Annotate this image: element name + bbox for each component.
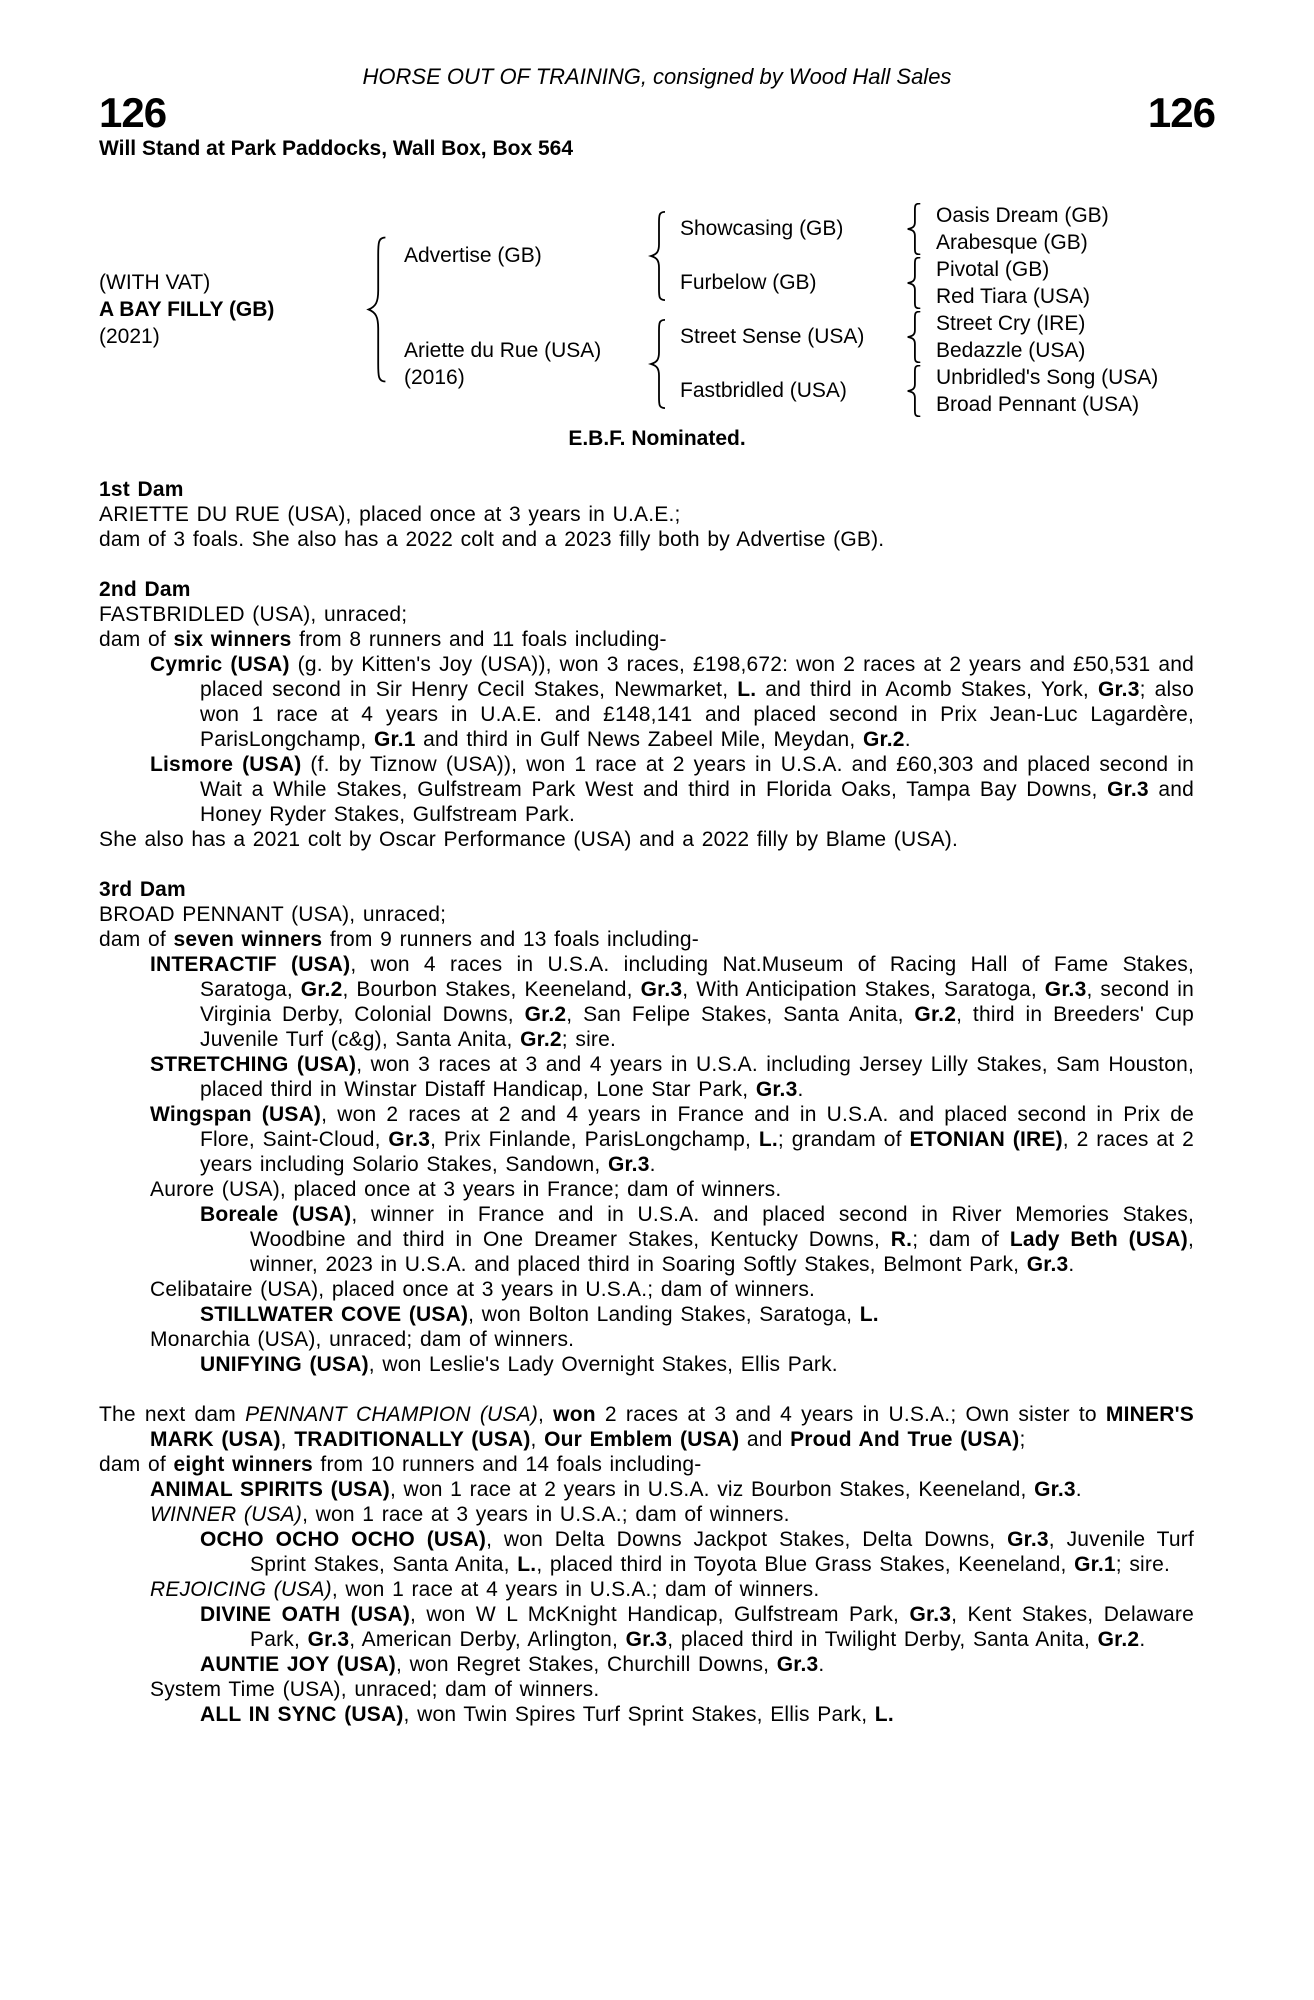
catalogue-paragraph (99, 1477, 1194, 1502)
text-run: The next dam (99, 1403, 246, 1426)
text-run: L. (758, 1128, 778, 1151)
text-run: , Juvenile Turf Sprint Stakes, Santa Anita, (250, 1528, 1194, 1576)
text-run: DIVINE OATH (USA) (200, 1603, 411, 1626)
text-run: L. (737, 678, 757, 701)
text-run: Gr.2 (863, 728, 905, 751)
catalogue-paragraph (99, 1052, 1194, 1102)
text-run: six winners (173, 628, 292, 651)
text-run: ; sire. (1115, 1553, 1170, 1576)
text-run: WINNER (USA) (150, 1503, 303, 1526)
pedigree-brace (905, 203, 923, 255)
lot-number-row (99, 90, 1215, 136)
subject-year: (2021) (99, 325, 160, 348)
catalogue-paragraph (99, 927, 1194, 952)
text-run: Gr.3 (1007, 1528, 1049, 1551)
dam-section (99, 577, 1194, 852)
text-run: , won 1 race at 3 years in U.S.A.; dam of winners. (302, 1503, 790, 1526)
text-run: Gr.1 (373, 728, 416, 751)
text-run: Gr.2 (524, 1003, 567, 1026)
text-run: and Honey Ryder Stakes, Gulfstream Park. (200, 778, 1194, 826)
catalogue-paragraph (99, 902, 1194, 927)
text-run: Wingspan (USA) (150, 1103, 322, 1126)
catalogue-paragraph (99, 1102, 1194, 1177)
text-run: , winner in France and in U.S.A. and placed second in River Memories Stakes, Woodbine and third in One Dreamer Stakes, Kentucky Downs, (250, 1203, 1195, 1251)
text-run: System Time (USA), unraced; dam of winners. (150, 1678, 600, 1701)
text-run: and third in Gulf News Zabeel Mile, Meydan, (415, 728, 864, 751)
text-run: Gr.3 (1026, 1253, 1069, 1276)
catalogue-paragraph (99, 752, 1194, 827)
text-run: , Bourbon Stakes, Keeneland, (342, 978, 641, 1001)
dam-block (404, 337, 601, 391)
text-run: She also has a 2021 colt by Oscar Performance (USA) and a 2022 filly by Blame (USA). (99, 828, 959, 851)
text-run: Cymric (USA) (150, 653, 290, 676)
sire-sire-name: Showcasing (GB) (680, 217, 844, 240)
text-run: Gr.3 (1034, 1478, 1076, 1501)
lot-number-right: 126 (1147, 89, 1215, 136)
text-run: TRADITIONALLY (USA) (294, 1428, 531, 1451)
text-run: , winner, 2023 in U.S.A. and placed third in Soaring Softly Stakes, Belmont Park, (250, 1228, 1194, 1276)
catalogue-paragraph (99, 1452, 1194, 1477)
text-run: , won Regret Stakes, Churchill Downs, (396, 1653, 777, 1676)
text-run: Gr.3 (625, 1628, 668, 1651)
text-run: ANIMAL SPIRITS (USA) (150, 1478, 390, 1501)
text-run: , won W L McKnight Handicap, Gulfstream Park, (410, 1603, 910, 1626)
text-run: Our Emblem (USA) (544, 1428, 740, 1451)
text-run: REJOICING (USA) (150, 1578, 332, 1601)
text-run: . (818, 1653, 825, 1676)
text-run: Monarchia (USA), unraced; dam of winners. (150, 1328, 575, 1351)
catalogue-paragraph (99, 1202, 1194, 1277)
dam-name: Ariette du Rue (USA) (404, 339, 602, 362)
catalogue-paragraph (99, 1302, 1194, 1327)
text-run: L. (874, 1703, 894, 1726)
text-run: dam of (99, 928, 174, 951)
text-run: Gr.3 (1107, 778, 1149, 801)
text-run: Proud And True (USA) (790, 1428, 1020, 1451)
catalogue-paragraph (99, 827, 1194, 852)
catalogue-paragraph (99, 1527, 1194, 1577)
vat-note: (WITH VAT) (99, 271, 211, 294)
pedigree-brace (905, 365, 923, 417)
text-run: AUNTIE JOY (USA) (200, 1653, 396, 1676)
pedigree-brace (648, 211, 668, 301)
great-grandparent-name: Oasis Dream (GB) (936, 204, 1109, 227)
text-run: Gr.3 (755, 1078, 798, 1101)
dam-section-heading: 3rd Dam (99, 878, 186, 901)
text-run: and third in Acomb Stakes, York, (756, 678, 1098, 701)
text-run: Gr.3 (307, 1628, 350, 1651)
text-run: Gr.2 (520, 1028, 562, 1051)
text-run: , won 1 race at 2 years in U.S.A. viz Bourbon Stakes, Keeneland, (389, 1478, 1035, 1501)
text-run: INTERACTIF (USA) (150, 953, 351, 976)
catalogue-paragraph (99, 1277, 1194, 1302)
text-run: , won Bolton Landing Stakes, Saratoga, (468, 1303, 860, 1326)
text-run: Gr.2 (914, 1003, 957, 1026)
text-run: ALL IN SYNC (USA) (200, 1703, 404, 1726)
dam-sections (99, 477, 1194, 1727)
text-run: Gr.2 (300, 978, 343, 1001)
text-run: Gr.3 (1097, 678, 1140, 701)
text-run: ; dam of (912, 1228, 1010, 1251)
text-run: , placed third in Twilight Derby, Santa Anita, (667, 1628, 1098, 1651)
text-run: 2 races at 3 and 4 years in U.S.A.; Own sister to (595, 1403, 1106, 1426)
text-run: , 2 races at 2 years including Solario Stakes, Sandown, (200, 1128, 1194, 1176)
text-run: Lismore (USA) (150, 753, 302, 776)
text-run: STRETCHING (USA) (150, 1053, 357, 1076)
text-run: , San Felipe Stakes, Santa Anita, (566, 1003, 915, 1026)
catalogue-paragraph (99, 1702, 1194, 1727)
catalogue-paragraph (99, 1652, 1194, 1677)
pedigree-brace (905, 257, 923, 309)
great-grandparent-name: Bedazzle (USA) (936, 339, 1086, 362)
text-run: Gr.3 (640, 978, 683, 1001)
ebf-nominated-line: E.B.F. Nominated. (568, 427, 746, 450)
catalogue-paragraph (99, 1402, 1194, 1452)
text-run: Gr.2 (1097, 1628, 1140, 1651)
text-run: ; (1019, 1428, 1026, 1451)
text-run: , second in Virginia Derby, Colonial Downs, (200, 978, 1194, 1026)
text-run: (g. by Kitten's Joy (USA)), won 3 races, £198,672: won 2 races at 2 years and £50,531 and placed second in Sir Henry Cecil Stakes, Newmarket, (200, 653, 1195, 701)
text-run: UNIFYING (USA) (200, 1353, 369, 1376)
subject-name: A BAY FILLY (GB) (99, 298, 275, 321)
stand-location-line: Will Stand at Park Paddocks, Wall Box, Box 564 (99, 137, 574, 160)
text-run: , American Derby, Arlington, (349, 1628, 626, 1651)
catalogue-paragraph (99, 1327, 1194, 1352)
text-run: Celibataire (USA), placed once at 3 years in U.S.A.; dam of winners. (150, 1278, 816, 1301)
pedigree-brace (365, 236, 389, 383)
text-run: FASTBRIDLED (USA), unraced; (99, 603, 408, 626)
text-run: Gr.3 (607, 1153, 650, 1176)
dam-section-heading: 2nd Dam (99, 578, 191, 601)
text-run: , (538, 1403, 554, 1426)
text-run: won (553, 1403, 596, 1426)
pedigree-brace (905, 311, 923, 363)
catalogue-paragraph (99, 1177, 1194, 1202)
text-run: MINER'S MARK (USA) (150, 1403, 1194, 1451)
catalogue-paragraph (99, 1577, 1194, 1602)
dam-year: (2016) (404, 366, 465, 389)
text-run: , won 4 races in U.S.A. including Nat.Museum of Racing Hall of Fame Stakes, Saratoga, (200, 953, 1195, 1001)
great-grandparent-name: Arabesque (GB) (936, 231, 1088, 254)
subject-block (99, 269, 274, 350)
sire-name: Advertise (GB) (404, 244, 542, 267)
text-run: from 8 runners and 11 foals including- (291, 628, 667, 651)
great-grandparent-name: Street Cry (IRE) (936, 312, 1086, 335)
text-run: , (530, 1428, 545, 1451)
text-run: (f. by Tiznow (USA)), won 1 race at 2 years in U.S.A. and £60,303 and placed second in Wait a While Stakes, Gulfstream Park West and third in Florida Oaks, Tampa Bay Downs, (200, 753, 1194, 801)
text-run: ; also won 1 race at 4 years in U.A.E. and £148,141 and placed second in Prix Jean-Luc Lagardère, ParisLongchamp, (200, 678, 1194, 751)
text-run: dam of (99, 628, 174, 651)
text-run: ; grandam of (777, 1128, 910, 1151)
text-run: Lady Beth (USA) (1009, 1228, 1188, 1251)
catalogue-paragraph (99, 652, 1194, 752)
text-run: . (649, 1153, 656, 1176)
pedigree-brace (648, 319, 668, 409)
text-run: ARIETTE DU RUE (USA), placed once at 3 years in U.A.E.; (99, 503, 681, 526)
text-run: PENNANT CHAMPION (USA) (245, 1403, 539, 1426)
text-run: and (739, 1428, 791, 1451)
text-run: . (1075, 1478, 1082, 1501)
text-run: , won 3 races at 3 and 4 years in U.S.A. including Jersey Lilly Stakes, Sam Houston, placed third in Winstar Distaff Handicap, Lone Star Park, (200, 1053, 1195, 1101)
dam-dam-name: Fastbridled (USA) (680, 379, 847, 402)
text-run: . (1068, 1253, 1075, 1276)
text-run: dam of 3 foals. She also has a 2022 colt and a 2023 filly both by Advertise (GB). (99, 528, 885, 551)
text-run: . (797, 1078, 804, 1101)
text-run: STILLWATER COVE (USA) (200, 1303, 469, 1326)
dam-section-heading: 1st Dam (99, 478, 184, 501)
text-run: , Prix Finlande, ParisLongchamp, (430, 1128, 759, 1151)
text-run: Gr.3 (776, 1653, 819, 1676)
text-run: dam of (99, 1453, 174, 1476)
text-run: from 9 runners and 13 foals including- (322, 928, 699, 951)
catalogue-paragraph (99, 502, 1194, 527)
text-run: . (904, 728, 911, 751)
catalogue-paragraph (99, 1677, 1194, 1702)
catalogue-paragraph (99, 627, 1194, 652)
great-grandparent-name: Pivotal (GB) (936, 258, 1050, 281)
catalogue-paragraph (99, 1352, 1194, 1377)
great-grandparent-name: Broad Pennant (USA) (936, 393, 1140, 416)
text-run: Gr.3 (909, 1603, 952, 1626)
dam-section (99, 1402, 1194, 1727)
text-run: , won Twin Spires Turf Sprint Stakes, Ellis Park, (403, 1703, 875, 1726)
great-grandparent-name: Red Tiara (USA) (936, 285, 1091, 308)
text-run: Gr.3 (1044, 978, 1087, 1001)
text-run: , won 1 race at 4 years in U.S.A.; dam of winners. (331, 1578, 820, 1601)
lot-number-left: 126 (99, 89, 167, 136)
text-run: , third in Breeders' Cup Juvenile Turf (c&g), Santa Anita, (200, 1003, 1194, 1051)
text-run: Aurore (USA), placed once at 3 years in France; dam of winners. (150, 1178, 782, 1201)
catalogue-paragraph (99, 1502, 1194, 1527)
great-grandparent-name: Unbridled's Song (USA) (936, 366, 1159, 389)
text-run: , won Delta Downs Jackpot Stakes, Delta Downs, (486, 1528, 1008, 1551)
dam-sire-name: Street Sense (USA) (680, 325, 865, 348)
text-run: Boreale (USA) (200, 1203, 352, 1226)
text-run: from 10 runners and 14 foals including- (312, 1453, 702, 1476)
text-run: , won Leslie's Lady Overnight Stakes, Ellis Park. (368, 1353, 838, 1376)
text-run: , (280, 1428, 295, 1451)
text-run: ETONIAN (IRE) (909, 1128, 1063, 1151)
text-run: , placed third in Toyota Blue Grass Stakes, Keeneland, (536, 1553, 1075, 1576)
dam-section (99, 877, 1194, 1377)
text-run: BROAD PENNANT (USA), unraced; (99, 903, 447, 926)
text-run: R. (890, 1228, 913, 1251)
text-run: OCHO OCHO OCHO (USA) (200, 1528, 487, 1551)
pedigree-tree (99, 202, 1215, 418)
text-run: Gr.3 (388, 1128, 431, 1151)
text-run: Gr.1 (1074, 1553, 1116, 1576)
text-run: . (1139, 1628, 1146, 1651)
text-run: seven winners (173, 928, 323, 951)
sire-dam-name: Furbelow (GB) (680, 271, 817, 294)
text-run: ; sire. (561, 1028, 617, 1051)
catalogue-paragraph (99, 527, 1194, 552)
text-run: eight winners (173, 1453, 313, 1476)
text-run: , won 2 races at 2 and 4 years in France and in U.S.A. and placed second in Prix de Flore, Saint-Cloud, (200, 1103, 1194, 1151)
text-run: , Kent Stakes, Delaware Park, (250, 1603, 1195, 1651)
text-run: L. (859, 1303, 879, 1326)
text-run: , With Anticipation Stakes, Saratoga, (682, 978, 1045, 1001)
text-run: L. (517, 1553, 537, 1576)
catalogue-paragraph (99, 952, 1194, 1052)
dam-section (99, 477, 1194, 552)
catalogue-paragraph (99, 602, 1194, 627)
catalogue-paragraph (99, 1602, 1194, 1652)
consignment-note: HORSE OUT OF TRAINING, consigned by Wood Hall Sales (362, 64, 952, 89)
